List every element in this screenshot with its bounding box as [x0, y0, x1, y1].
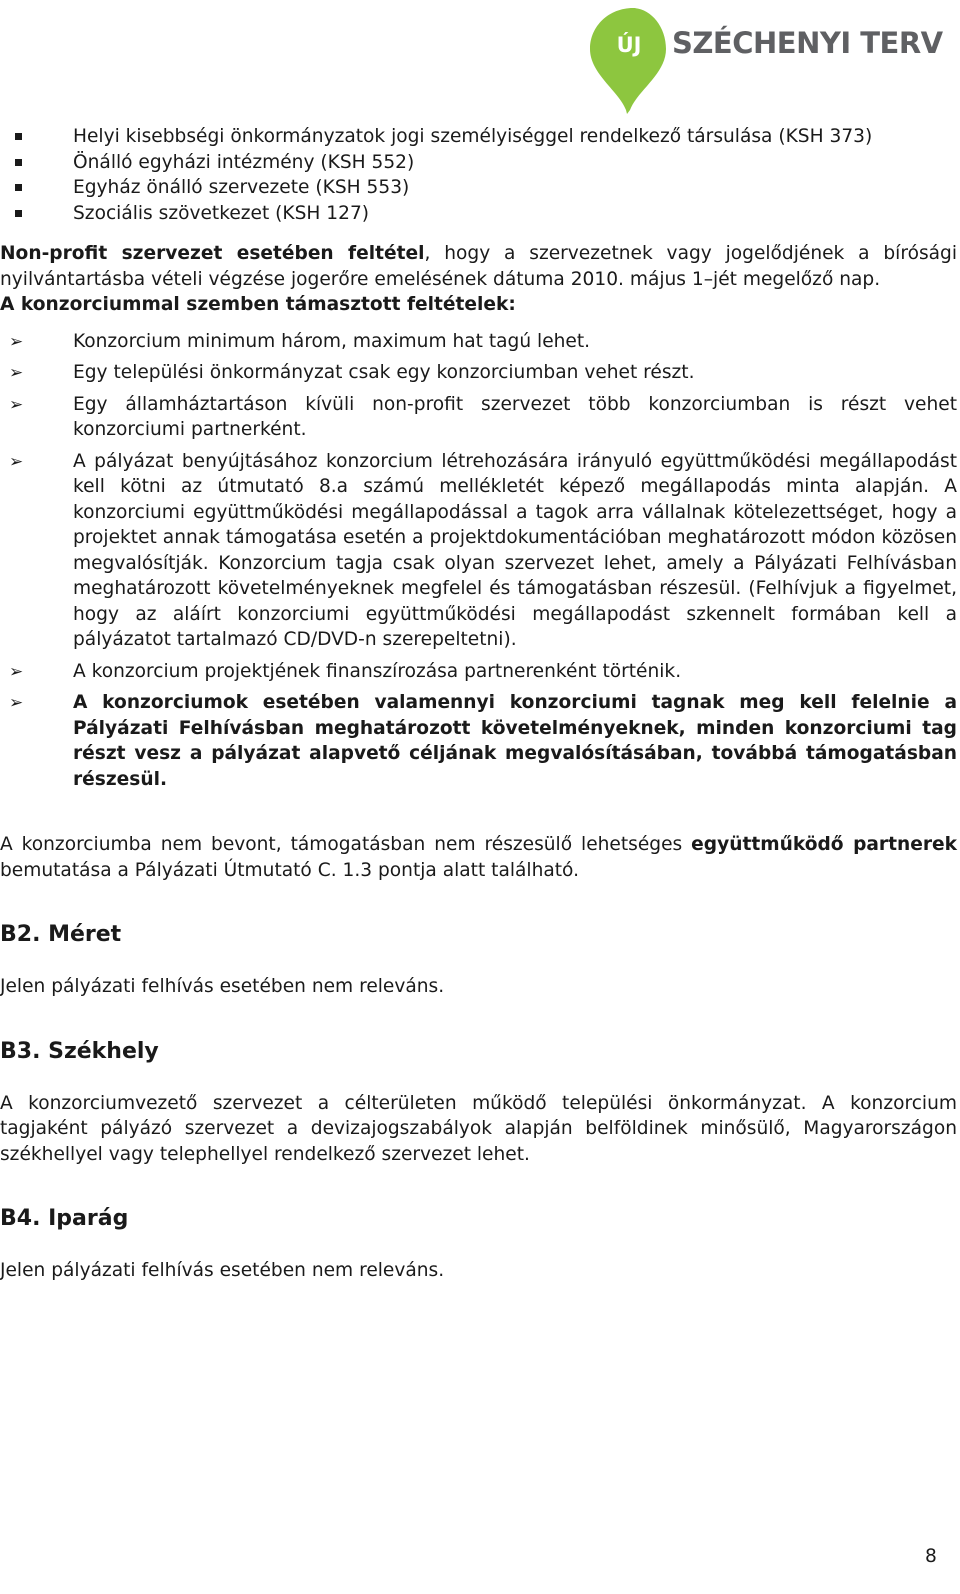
section-b4-text: Jelen pályázati felhívás esetében nem releváns.: [0, 1260, 445, 1281]
arrowhead-bullet-icon: ➢: [9, 331, 24, 352]
consortium-conditions-heading: A konzorciummal szemben támasztott feltételek:: [0, 294, 516, 315]
list-item: [9, 449, 957, 653]
section-heading-b3: B3. Székhely: [0, 1038, 159, 1064]
logo-pin-word: ÚJ: [616, 33, 642, 57]
list-item-text: Konzorcium minimum három, maximum hat tagú lehet.: [73, 330, 591, 352]
document-body: [0, 124, 957, 1284]
organization-type-list: [0, 124, 957, 226]
section-b3-text: A konzorciumvezető szervezet a célterületen működő települési önkormányzat. A konzorcium tagjaként pályázó szervezet a devizajogszabályok alapján belföldinek minősülő, Magyarországon székhellyel vagy telephellyel rendelkező szervezet lehet.: [0, 1092, 957, 1165]
list-item: [9, 659, 957, 685]
nonprofit-condition-text: , hogy a szervezetnek vagy jogelődjének a bírósági nyilvántartásba vételi végzése jogerőre emelésének dátuma 2010. május 1–jét megelőző nap.: [0, 243, 958, 290]
paragraph-text: A konzorciumba nem bevont, támogatásban nem részesülő lehetséges: [0, 834, 692, 855]
list-item: Egyház önálló szervezete (KSH 553): [73, 175, 957, 201]
list-item: [9, 360, 957, 386]
arrowhead-bullet-icon: ➢: [9, 451, 24, 472]
list-item: Szociális szövetkezet (KSH 127): [73, 201, 957, 227]
location-pin-icon: [590, 6, 930, 116]
section-heading-b2: B2. Méret: [0, 922, 122, 947]
list-item-text: A konzorcium projektjének finanszírozása partnerenként történik.: [73, 660, 682, 682]
section-heading-b4: B4. Iparág: [0, 1206, 129, 1231]
arrowhead-bullet-icon: ➢: [9, 693, 24, 713]
nonprofit-condition-paragraph: [0, 241, 957, 292]
arrowhead-bullet-icon: ➢: [9, 661, 24, 682]
list-item: [9, 690, 957, 792]
list-item: [9, 392, 957, 443]
nonprofit-condition-bold: Non-profit szervezet esetében feltétel: [0, 243, 425, 264]
list-item-text: Egy államháztartáson kívüli non-profit szervezet több konzorciumban is részt vehet konzorciumi partnerként.: [73, 393, 957, 440]
list-item: Önálló egyházi intézmény (KSH 552): [73, 150, 957, 176]
logo-text: SZÉCHENYI TERV: [672, 26, 943, 60]
list-item: [9, 329, 957, 355]
arrowhead-bullet-icon: ➢: [9, 363, 24, 383]
consortium-conditions-list: [0, 329, 957, 793]
page-number: 8: [925, 1546, 937, 1567]
paragraph-bold: együttműködő partnerek: [691, 834, 957, 855]
list-item-text: A pályázat benyújtásához konzorcium létrehozására irányuló együttműködési megállapodást kell kötni az útmutató 8.a számú mellékletét képező megállapodás minta alapján. A konzorciumi együttműködési megállapodással a tagok arra vállalnak kötelezettséget, hogy a projektet annak támogatása esetén a projektdokumentációban meghatározott módon közösen megvalósítják. Konzorcium tagja csak olyan szervezet lehet, amely a Pályázati Felhívásban meghatározott követelményeknek megfelel és támogatásban részesül. (Felhívjuk a figyelmet, hogy az aláírt konzorciumi együttműködési megállapodást szkennelt formában kell a pályázatot tartalmazó CD/DVD-n szerepeltetni).: [73, 450, 957, 650]
section-b2-text: Jelen pályázati felhívás esetében nem releváns.: [0, 976, 445, 997]
paragraph-text: bemutatása a Pályázati Útmutató C. 1.3 pontja alatt található.: [0, 859, 580, 881]
list-item-text: A konzorciumok esetében valamennyi konzorciumi tagnak meg kell felelnie a Pályázati Felhívásban meghatározott követelményeknek, minden konzorciumi tag részt vesz a pályázat alapvető céljának megvalósításában, továbbá támogatásban részesül.: [73, 692, 957, 790]
list-item: Helyi kisebbségi önkormányzatok jogi személyiséggel rendelkező társulása (KSH 373): [73, 124, 957, 150]
list-item-text: Egy települési önkormányzat csak egy konzorciumban vehet részt.: [73, 362, 695, 383]
cooperating-partners-paragraph: [0, 832, 957, 883]
arrowhead-bullet-icon: ➢: [9, 394, 24, 415]
